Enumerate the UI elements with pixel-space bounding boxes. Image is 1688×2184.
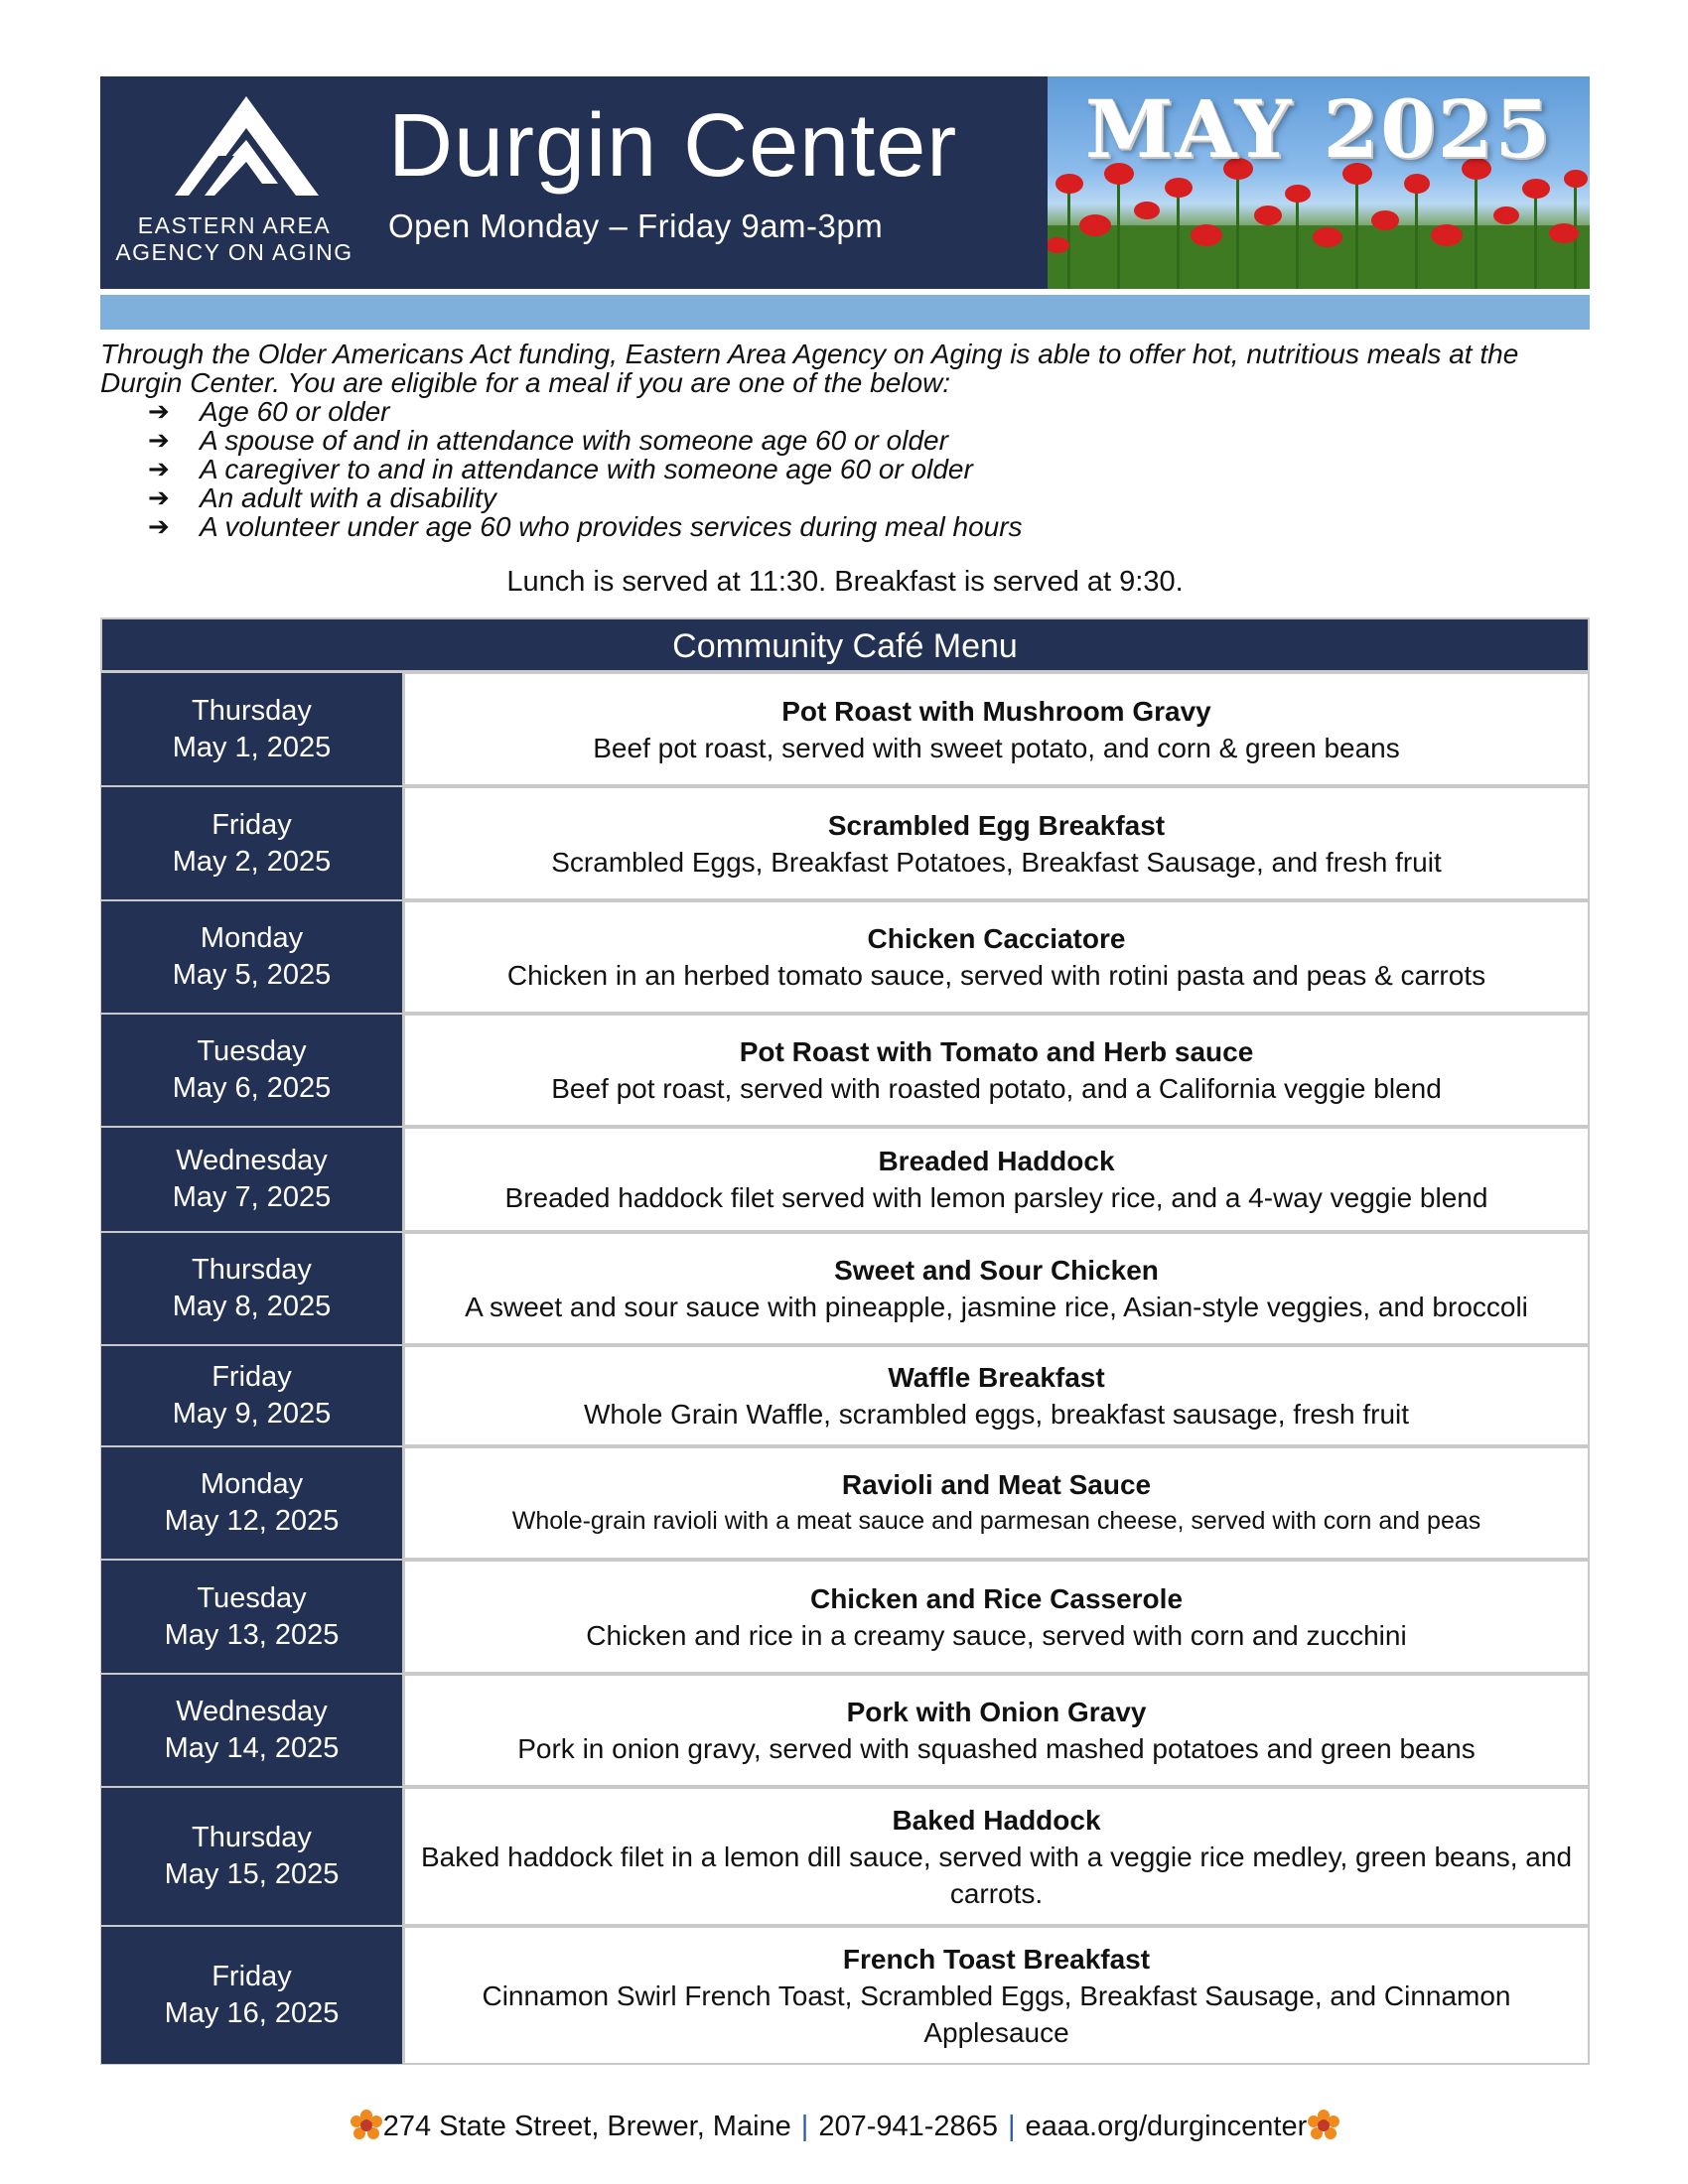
contact-footer (100, 2109, 1590, 2143)
meal-name: Chicken Cacciatore (867, 923, 1126, 954)
menu-row (100, 1926, 1590, 2065)
weekday: Friday (211, 1961, 292, 1992)
menu-row (100, 900, 1590, 1014)
weekday: Thursday (192, 1254, 312, 1286)
weekday: Tuesday (197, 1581, 307, 1614)
day-cell (100, 1446, 403, 1560)
day-cell (100, 786, 403, 900)
menu-table (100, 617, 1590, 2065)
date: May 12, 2025 (164, 1505, 340, 1537)
title-block (388, 96, 957, 245)
eligibility-list (100, 397, 1600, 541)
header-banner (100, 76, 1590, 289)
date: May 16, 2025 (164, 1997, 340, 2029)
eligibility-item (148, 483, 1600, 512)
day-cell (100, 900, 403, 1014)
meal-cell (403, 1674, 1590, 1787)
footer-phone[interactable]: 207-941-2865 (818, 2111, 998, 2142)
menu-row (100, 1345, 1590, 1446)
date: May 1, 2025 (172, 731, 332, 763)
weekday: Friday (211, 1361, 292, 1393)
meal-name: Pot Roast with Mushroom Gravy (781, 695, 1211, 727)
menu-row (100, 1014, 1590, 1127)
eligibility-item (148, 455, 1600, 483)
meal-cell (403, 1232, 1590, 1345)
agency-name-line2: AGENCY ON AGING (115, 239, 353, 265)
day-cell (100, 1127, 403, 1232)
day-cell (100, 1560, 403, 1674)
meal-name: Baked Haddock (892, 1804, 1101, 1836)
weekday: Tuesday (197, 1035, 307, 1067)
center-name: Durgin Center (388, 96, 958, 196)
meal-cell (403, 672, 1590, 786)
meal-cell (403, 1446, 1590, 1560)
meal-name: Waffle Breakfast (888, 1362, 1105, 1393)
menu-title: Community Café Menu (100, 617, 1590, 672)
meal-name: Pork with Onion Gravy (846, 1697, 1147, 1727)
meal-description: Pork in onion gravy, served with squashed mashed potatoes and green beans (517, 1733, 1476, 1764)
weekday: Thursday (192, 1822, 312, 1853)
eligibility-text: A caregiver to and in attendance with someone age 60 or older (200, 454, 973, 484)
meal-cell (403, 1014, 1590, 1127)
arrow-right-icon: ➔ (148, 482, 170, 512)
date: May 2, 2025 (172, 845, 332, 878)
day-cell (100, 1345, 403, 1446)
menu-row (100, 672, 1590, 786)
poppy-field-banner (1048, 76, 1590, 289)
meal-description: Beef pot roast, served with roasted potato, and a California veggie blend (551, 1073, 1442, 1104)
menu-row (100, 1232, 1590, 1345)
meal-name: Breaded Haddock (878, 1146, 1115, 1176)
meal-cell (403, 1127, 1590, 1232)
menu-row (100, 1787, 1590, 1926)
weekday: Monday (200, 922, 304, 954)
meal-cell (403, 900, 1590, 1014)
day-cell (100, 1926, 403, 2065)
agency-name-line1: EASTERN AREA (137, 212, 332, 238)
eligibility-text: Age 60 or older (200, 396, 390, 427)
eligibility-item (148, 426, 1600, 455)
eligibility-text: A volunteer under age 60 who provides services during meal hours (200, 511, 1023, 542)
meal-description: A sweet and sour sauce with pineapple, jasmine rice, Asian-style veggies, and broccoli (465, 1292, 1528, 1322)
weekday: Monday (200, 1468, 304, 1500)
weekday: Thursday (192, 694, 312, 727)
date: May 8, 2025 (172, 1291, 332, 1322)
meal-description: Chicken and rice in a creamy sauce, served with corn and zucchini (586, 1619, 1407, 1651)
menu-row (100, 1560, 1590, 1674)
menu-row (100, 786, 1590, 900)
header-accent-bar (100, 295, 1590, 330)
meal-name: Chicken and Rice Casserole (809, 1582, 1184, 1614)
day-cell (100, 1014, 403, 1127)
meal-name: Sweet and Sour Chicken (834, 1255, 1159, 1286)
eligibility-text: An adult with a disability (200, 482, 496, 513)
meal-description: Whole Grain Waffle, scrambled eggs, breakfast sausage, fresh fruit (583, 1399, 1410, 1430)
menu-row (100, 1127, 1590, 1232)
meal-cell (403, 1560, 1590, 1674)
meal-name: Ravioli and Meat Sauce (841, 1469, 1152, 1500)
weekday: Wednesday (176, 1696, 328, 1727)
menu-row (100, 1674, 1590, 1787)
date: May 15, 2025 (164, 1858, 340, 1890)
meal-name: Pot Roast with Tomato and Herb sauce (739, 1036, 1254, 1067)
weekday: Wednesday (176, 1145, 328, 1176)
agency-logo (100, 76, 368, 289)
day-cell (100, 1787, 403, 1926)
serving-times: Lunch is served at 11:30. Breakfast is served at 9:30. (506, 566, 1184, 598)
meal-description: Scrambled Eggs, Breakfast Potatoes, Breakfast Sausage, and fresh fruit (551, 846, 1442, 878)
date: May 6, 2025 (172, 1072, 332, 1104)
arrow-right-icon: ➔ (148, 454, 170, 483)
eligibility-text: A spouse of and in attendance with someone age 60 or older (200, 425, 948, 456)
meal-description: Breaded haddock filet served with lemon parsley rice, and a 4-way veggie blend (504, 1182, 1488, 1213)
month-year-title: MAY 2025 (1084, 82, 1553, 176)
eligibility-item (148, 397, 1600, 426)
eligibility-intro (100, 340, 1600, 541)
date: May 5, 2025 (172, 959, 332, 991)
date: May 7, 2025 (172, 1181, 332, 1213)
weekday: Friday (211, 808, 292, 841)
arrow-right-icon: ➔ (148, 396, 170, 426)
meal-description: Chicken in an herbed tomato sauce, served with rotini pasta and peas & carrots (506, 960, 1486, 991)
footer-website-link[interactable]: eaaa.org/durgincenter (1025, 2111, 1308, 2142)
eligibility-item (148, 512, 1600, 541)
meal-cell (403, 786, 1590, 900)
meal-cell (403, 1345, 1590, 1446)
arrow-right-icon: ➔ (148, 425, 170, 455)
meal-name: Scrambled Egg Breakfast (827, 809, 1166, 841)
meal-name: French Toast Breakfast (842, 1943, 1151, 1975)
flower-icon (350, 2109, 383, 2142)
mountain-logo-icon (175, 96, 319, 201)
footer-separator: | (800, 2111, 809, 2142)
flower-icon (1307, 2109, 1340, 2142)
meal-description: Cinnamon Swirl French Toast, Scrambled Eggs, Breakfast Sausage, and Cinnamon Applesauce (482, 1979, 1511, 2048)
day-cell (100, 1674, 403, 1787)
meal-cell (403, 1787, 1590, 1926)
meal-description: Baked haddock filet in a lemon dill sauce, served with a veggie rice medley, green beans, and carrots. (420, 1841, 1573, 1909)
meal-description: Whole-grain ravioli with a meat sauce and parmesan cheese, served with corn and peas (511, 1507, 1481, 1535)
footer-separator: | (1007, 2111, 1016, 2142)
footer-address: 274 State Street, Brewer, Maine (382, 2111, 791, 2142)
day-cell (100, 672, 403, 786)
day-cell (100, 1232, 403, 1345)
date: May 14, 2025 (164, 1732, 340, 1764)
meal-cell (403, 1926, 1590, 2065)
date: May 13, 2025 (164, 1618, 340, 1651)
menu-row (100, 1446, 1590, 1560)
date: May 9, 2025 (172, 1398, 332, 1430)
opening-hours: Open Monday – Friday 9am-3pm (388, 207, 884, 244)
intro-paragraph: Through the Older Americans Act funding, Eastern Area Agency on Aging is able to offer hot, nutritious meals at the Durgin Center. You are eligible for a meal if you are one of the below: (100, 339, 1519, 398)
arrow-right-icon: ➔ (148, 511, 170, 541)
meal-description: Beef pot roast, served with sweet potato, and corn & green beans (593, 732, 1400, 763)
